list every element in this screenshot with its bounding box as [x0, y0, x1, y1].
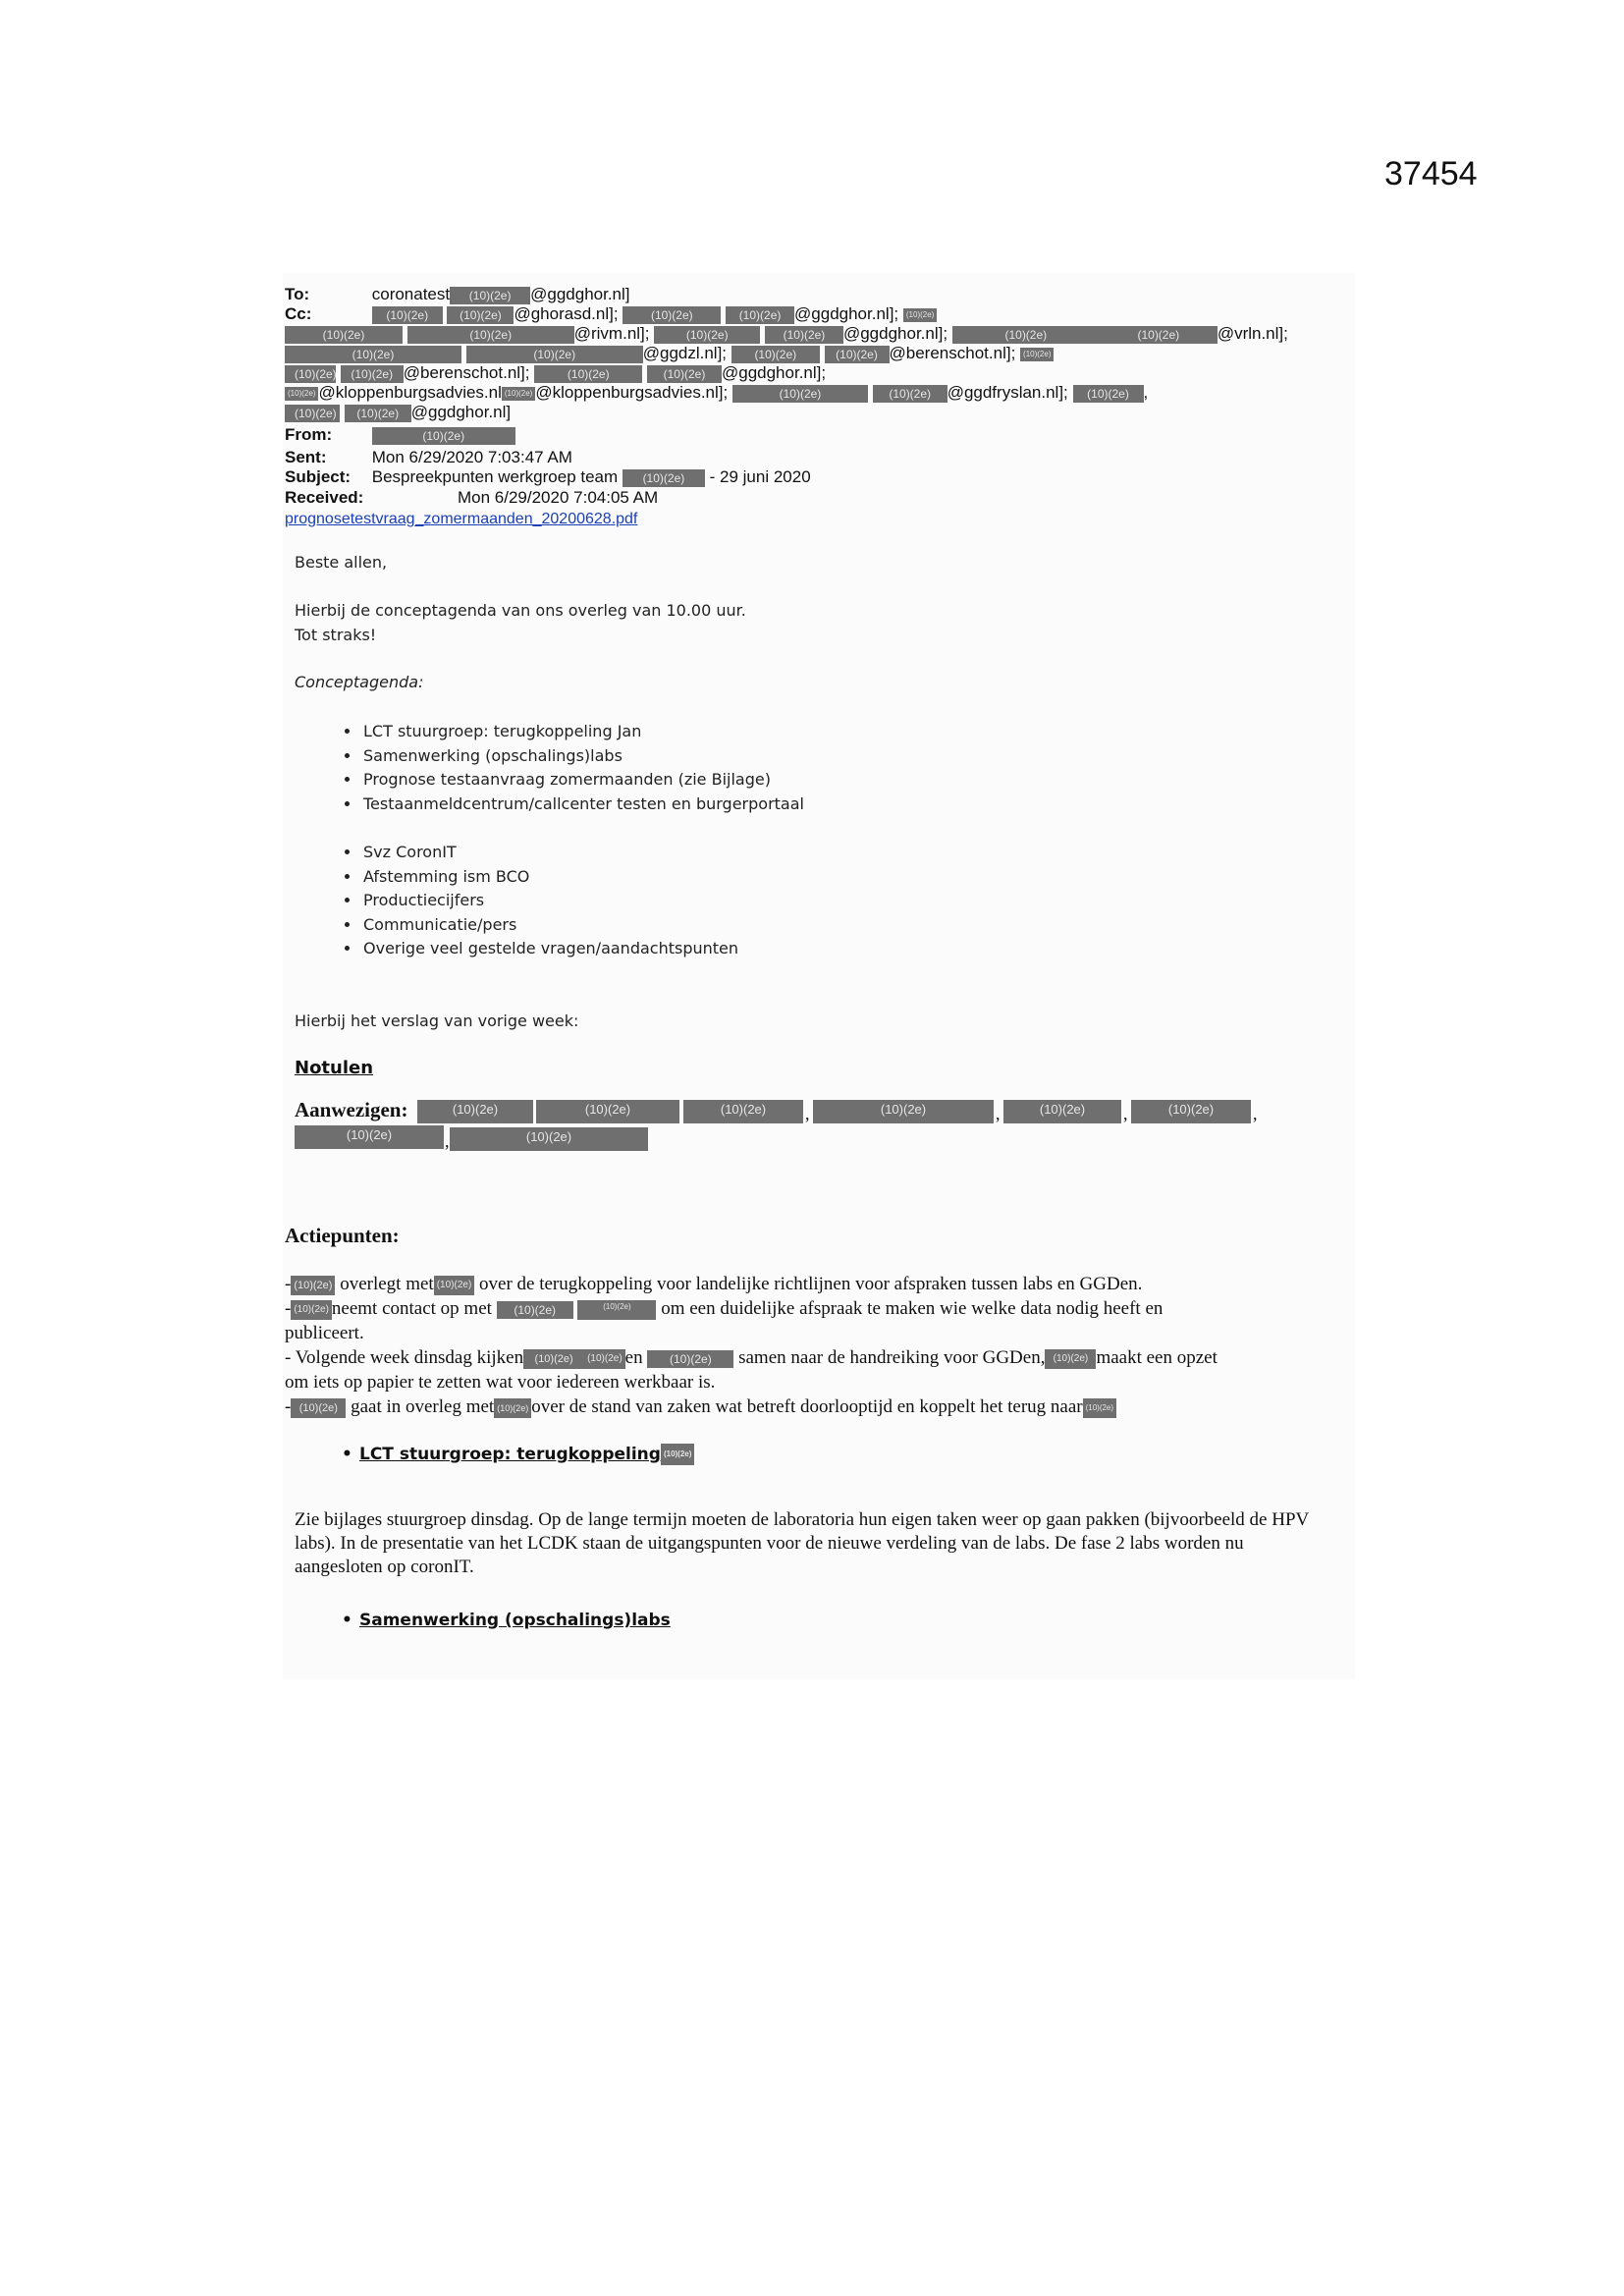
sent-line	[285, 448, 572, 467]
to-domain: @ggdghor.nl]	[530, 285, 630, 303]
list-item: • Svz CoronIT	[361, 841, 738, 865]
action-item-4: - (10)(2e) gaat in overleg met (10)(2e) over de stand van zaken wat betreft doorlooptijd en koppelt het terug naar (10)(2e)	[285, 1396, 1116, 1418]
cc-address: @ggdghor.nl];	[721, 363, 827, 382]
received-line	[285, 488, 658, 508]
redaction-box: (10)(2e)	[683, 1100, 803, 1123]
redaction-box: (10)(2e)	[285, 387, 318, 401]
redaction-box: (10)(2e)	[372, 427, 515, 445]
greeting: Beste allen,	[295, 553, 388, 572]
cc-address: @rivm.nl];	[573, 324, 650, 343]
section-heading-labs: • Samenwerking (opschalings)labs	[342, 1611, 671, 1630]
redaction-box: (10)(2e)	[291, 1398, 346, 1418]
action-item-2-cont: publiceert.	[285, 1323, 364, 1343]
redaction-box: (10)(2e)	[647, 365, 722, 383]
cc-line-5: (10)(2e) @kloppenburgsadvies.nl (10)(2e) @kloppenburgsadvies.nl]; (10)(2e) (10)(2e) @ggdfryslan.nl]; (10)(2e) ,	[285, 383, 1148, 403]
received-value: Mon 6/29/2020 7:04:05 AM	[458, 488, 659, 507]
redaction-box: (10)(2e)	[1045, 1349, 1096, 1369]
to-label: To:	[285, 285, 310, 303]
cc-label: Cc:	[285, 304, 312, 323]
sent-value: Mon 6/29/2020 7:03:47 AM	[371, 448, 572, 466]
redaction-box: (10)(2e)	[732, 385, 868, 403]
redaction-box: (10)(2e)	[295, 1125, 444, 1149]
redaction-box: (10)(2e)	[903, 308, 937, 322]
page-number: 37454	[1384, 155, 1478, 192]
list-item: • Overige veel gestelde vragen/aandachtspunten	[361, 937, 738, 961]
redaction-box: (10)(2e)	[494, 1398, 531, 1418]
redaction-box: (10)(2e)	[726, 306, 794, 324]
actiepunten-heading: Actiepunten:	[285, 1224, 400, 1247]
from-line	[285, 425, 515, 445]
cc-line-3	[285, 344, 1054, 363]
redaction-box: (10)(2e)	[577, 1300, 656, 1320]
cc-line-6	[285, 403, 511, 422]
redaction-box: (10)(2e)	[466, 346, 643, 363]
redaction-box: (10)(2e)	[623, 469, 705, 487]
verslag-line: Hierbij het verslag van vorige week:	[295, 1011, 579, 1030]
subject-line	[285, 467, 811, 487]
redaction-box: (10)(2e)	[1100, 326, 1218, 344]
redaction-box: (10)(2e)	[952, 326, 1100, 344]
redaction-box: (10)(2e)	[647, 1350, 733, 1368]
redaction-box: (10)(2e)	[1003, 1100, 1121, 1123]
cc-address: @vrln.nl];	[1217, 324, 1288, 343]
redaction-box: (10)(2e)	[450, 1127, 648, 1151]
redaction-box: (10)(2e)	[623, 306, 721, 324]
cc-address: @ggdfryslan.nl];	[947, 383, 1068, 402]
cc-address: @ggdghor.nl];	[794, 304, 899, 323]
agenda-list-2	[342, 841, 738, 961]
cc-line-1	[285, 304, 937, 324]
cc-address: @berenschot.nl];	[403, 363, 530, 382]
redaction-box: (10)(2e)	[285, 326, 403, 344]
redaction-box: (10)(2e)	[534, 365, 642, 383]
list-item: • LCT stuurgroep: terugkoppeling Jan	[361, 720, 804, 744]
redaction-box: (10)(2e)	[873, 385, 947, 403]
redaction-box: (10)(2e)	[661, 1444, 694, 1465]
redaction-box: (10)(2e)	[1073, 385, 1144, 403]
redaction-box: (10)(2e)	[407, 326, 574, 344]
concept-heading: Conceptagenda:	[295, 673, 424, 691]
redaction-box: (10)(2e)	[1083, 1398, 1116, 1418]
redaction-box: (10)(2e)	[285, 405, 340, 422]
intro-line-2: Tot straks!	[295, 626, 377, 644]
redaction-box: (10)(2e)	[1020, 348, 1054, 361]
subject-prefix: Bespreekpunten werkgroep team	[371, 467, 619, 486]
cc-line-2	[285, 324, 1288, 344]
cc-line-4	[285, 363, 826, 383]
cc-address: @ggdghor.nl];	[842, 324, 948, 343]
redaction-box: (10)(2e)	[731, 346, 820, 363]
cc-address: @ggdghor.nl]	[410, 403, 512, 421]
subject-suffix: - 29 juni 2020	[709, 467, 811, 486]
received-label: Received:	[285, 488, 364, 507]
redaction-box: (10)(2e)	[447, 306, 514, 324]
redaction-box: (10)(2e)	[584, 1349, 625, 1369]
action-item-2: - (10)(2e) neemt contact op met (10)(2e) (10)(2e) om een duidelijke afspraak te maken wie welke data nodig heeft en	[285, 1298, 1164, 1319]
cc-address: @kloppenburgsadvies.nl	[318, 383, 502, 402]
redaction-box: (10)(2e)	[372, 306, 443, 324]
attachment-link[interactable]: prognosetestvraag_zomermaanden_20200628.pdf	[285, 511, 638, 527]
redaction-box: (10)(2e)	[523, 1349, 584, 1369]
redaction-box: (10)(2e)	[502, 387, 535, 401]
action-item-3-cont: om iets op papier te zetten wat voor iedereen werkbaar is.	[285, 1372, 716, 1393]
redaction-box: (10)(2e)	[285, 346, 461, 363]
from-label: From:	[285, 425, 333, 444]
redaction-box: (10)(2e)	[450, 287, 530, 304]
redaction-box: (10)(2e)	[813, 1100, 994, 1123]
redaction-box: (10)(2e)	[654, 326, 760, 344]
cc-address: @ghorasd.nl];	[514, 304, 619, 323]
redaction-box: (10)(2e)	[1131, 1100, 1251, 1123]
paragraph-stuurgroep: Zie bijlages stuurgroep dinsdag. Op de lange termijn moeten de laboratoria hun eigen taken weer op gaan pakken (bijvoorbeeld de HPV labs). In de presentatie van het LCDK staan de uitgangspunten voor de nieuwe verdeling van de labs. De fase 2 labs worden nu aangesloten op coronIT.	[295, 1509, 1309, 1577]
list-item: • Productiecijfers	[361, 889, 738, 913]
redaction-box: (10)(2e)	[434, 1276, 475, 1295]
redaction-box: (10)(2e)	[417, 1100, 533, 1123]
notulen-heading: Notulen	[295, 1058, 374, 1078]
redaction-box: (10)(2e)	[291, 1300, 332, 1320]
redaction-box: (10)(2e)	[825, 346, 890, 363]
redaction-box: (10)(2e)	[765, 326, 843, 344]
to-prefix: coronatest	[371, 285, 451, 303]
cc-address: @kloppenburgsadvies.nl];	[535, 383, 729, 402]
list-item: • Samenwerking (opschalings)labs	[361, 744, 804, 769]
cc-address: @ggdzl.nl];	[642, 344, 728, 362]
intro-line-1: Hierbij de conceptagenda van ons overleg van 10.00 uur.	[295, 601, 746, 620]
action-item-3: - Volgende week dinsdag kijken (10)(2e) (10)(2e) en (10)(2e) samen naar de handreiking voor GGDen, (10)(2e) maakt een opzet	[285, 1347, 1218, 1368]
list-item: • Prognose testaanvraag zomermaanden (zie Bijlage)	[361, 768, 804, 793]
agenda-list-1	[342, 720, 804, 816]
redaction-box: (10)(2e)	[285, 365, 336, 383]
redaction-box: (10)(2e)	[536, 1100, 679, 1123]
cc-address: @berenschot.nl];	[889, 344, 1016, 362]
section-heading-lct: • LCT stuurgroep: terugkoppeling (10)(2e)	[342, 1444, 694, 1465]
list-item: • Afstemming ism BCO	[361, 865, 738, 890]
list-item: • Testaanmeldcentrum/callcenter testen en burgerportaal	[361, 793, 804, 817]
to-line	[285, 285, 630, 304]
sent-label: Sent:	[285, 448, 327, 466]
action-item-1: - (10)(2e) overlegt met (10)(2e) over de terugkoppeling voor landelijke richtlijnen voor afspraken tussen labs en GGDen.	[285, 1274, 1143, 1294]
redaction-box: (10)(2e)	[497, 1301, 573, 1319]
redaction-box: (10)(2e)	[345, 405, 411, 422]
redaction-box: (10)(2e)	[291, 1276, 335, 1295]
aanwezigen-label: Aanwezigen:	[295, 1098, 408, 1121]
list-item: • Communicatie/pers	[361, 913, 738, 938]
redaction-box: (10)(2e)	[341, 365, 404, 383]
subject-label: Subject:	[285, 467, 352, 486]
